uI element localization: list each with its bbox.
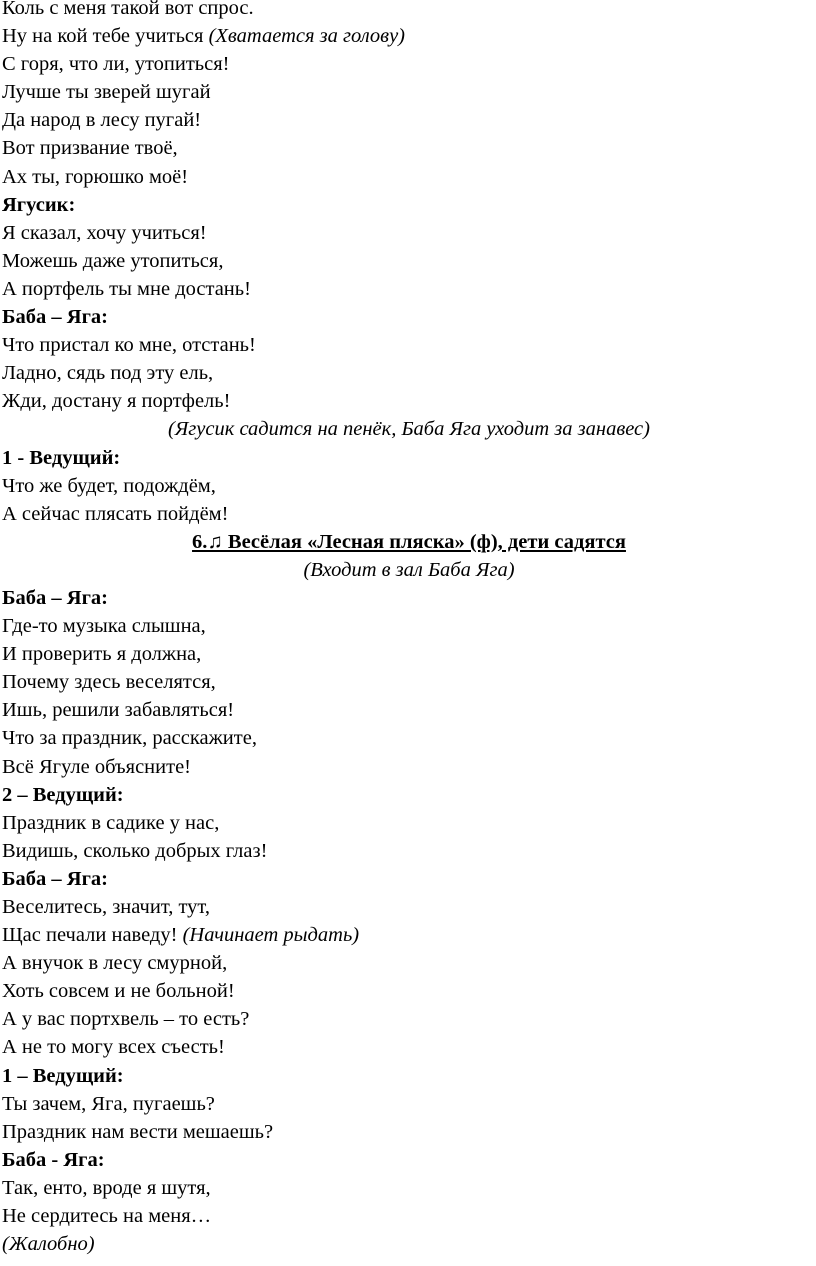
verse-line: Праздник в садике у нас, [2,811,220,834]
verse-line: Видишь, сколько добрых глаз! [2,839,268,862]
verse-line: Не сердитесь на меня… [2,1205,212,1228]
verse-line: А у вас портхвель – то есть? [2,1008,250,1031]
verse-line: Почему здесь веселятся, [2,671,216,694]
verse-line: Лучше ты зверей шугай [2,81,211,104]
speaker-label: Ягусик: [2,193,76,216]
verse-line: Веселитесь, значит, тут, [2,896,210,918]
verse-line: Да народ в лесу пугай! [2,109,202,132]
verse-line: Ну на кой тебе учиться (Хватается за голову) [2,25,405,48]
stage-direction: (Начинает рыдать) [182,924,360,947]
speaker-label: Баба – Яга: [2,306,108,329]
stage-direction: (Жалобно) [2,1233,95,1256]
verse-line: А сейчас плясать пойдём! [2,502,229,525]
section-heading: 6.♫ Весёлая «Лесная пляска» (ф), дети садятся [192,530,626,553]
speaker-label: 1 – Ведущий: [2,1064,124,1087]
verse-line: Ах ты, горюшко моё! [2,165,189,188]
verse-line: Ладно, сядь под эту ель, [2,362,214,385]
verse-line: Хоть совсем и не больной! [2,980,235,1003]
verse-line: Я сказал, хочу учиться! [2,221,207,244]
verse-line: Что пристал ко мне, отстань! [2,334,256,357]
verse-line: Где-то музыка слышна, [2,615,206,638]
verse-line: Так, енто, вроде я шутя, [2,1176,211,1199]
verse-line: А портфель ты мне достань! [2,277,251,300]
speaker-label: Баба - Яга: [2,1148,105,1171]
speaker-label: Баба – Яга: [2,586,108,609]
stage-direction: (Хватается за голову) [208,25,405,48]
verse-line: И проверить я должна, [2,643,202,666]
verse-line: Ты зачем, Яга, пугаешь? [2,1092,215,1115]
verse-line: Можешь даже утопиться, [2,249,224,272]
verse-line: Что за праздник, расскажите, [2,727,257,750]
speaker-label: 1 - Ведущий: [2,446,121,469]
verse-line: А внучок в лесу смурной, [2,952,228,975]
verse-line: Жди, достану я портфель! [2,390,231,413]
verse-line: Что же будет, подождём, [2,474,216,497]
speaker-label: Баба – Яга: [2,867,108,890]
stage-direction: (Входит в зал Баба Яга) [303,558,515,581]
verse-line: С горя, что ли, утопиться! [2,53,230,76]
speaker-label: 2 – Ведущий: [2,783,124,806]
verse-line: Праздник нам вести мешаешь? [2,1120,274,1143]
verse-line: Ишь, решили забавляться! [2,699,235,722]
verse-line: Коль с меня такой вот спрос. [2,0,254,19]
verse-line: А не то могу всех съесть! [2,1036,225,1059]
verse-line: Всё Ягуле объясните! [2,755,192,778]
stage-direction: (Ягусик садится на пенёк, Баба Яга уходит за занавес) [168,418,650,441]
verse-line: Щас печали наведу! (Начинает рыдать) [2,924,360,947]
verse-line: Вот призвание твоё, [2,137,178,160]
